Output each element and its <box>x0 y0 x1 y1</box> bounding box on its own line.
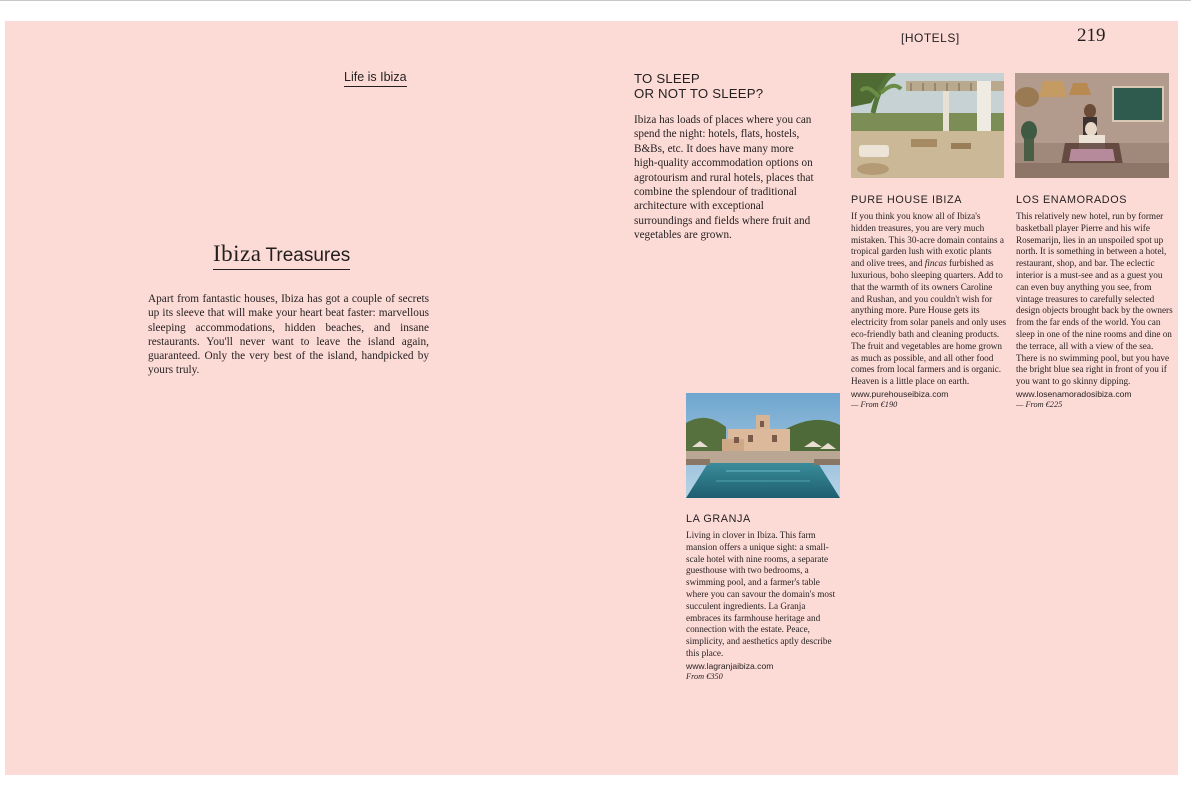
hotel-description: Living in clover in Ibiza. This farm mansion offers a unique sight: a small-scale hotel with nine rooms, a separate guesthouse with two bedrooms, a swimming pool, and a farmer's table where you can savour the domain's most succulent ingredients. La Granja embraces its farmhouse heritage and connection with the estate. Peace, simplicity, and aesthetics aptly describe this place. <box>686 530 836 658</box>
hotel-price: From €350 <box>686 671 723 681</box>
la-granja-photo <box>686 393 840 498</box>
hotel-website-link[interactable]: www.lagranjaibiza.com <box>686 660 774 671</box>
top-divider <box>0 0 1191 1</box>
section-heading-line2: OR NOT TO SLEEP? <box>634 86 764 101</box>
intro-paragraph: Apart from fantastic houses, Ibiza has got a couple of secrets up its sleeve that will make your heart beat faster: marvellous sleeping accommodations, hidden beaches, and insane restaurants. You'll never want to leave the island again, guaranteed. Only the very best of the island, handpicked by yours truly. <box>148 293 429 377</box>
hotel-description <box>851 211 1007 388</box>
hotel-pure-house <box>851 194 1007 409</box>
hotel-name: LOS ENAMORADOS <box>1016 194 1127 206</box>
hotel-description-part1: If you think you know all of Ibiza's hidden treasures, you are very much mistaken. This 30-acre domain contains a tropical garden lush with exotic plants and olive trees, and <box>851 211 1004 269</box>
feature-title-ibiza: Ibiza <box>213 241 262 266</box>
hotel-price: — From €190 <box>851 399 898 409</box>
hotel-description-part2: furbished as luxurious, boho sleeping quarters. Add to that the warmth of its owners Caroline and Rushan, and you couldn't wish for anything more. Pure House gets its electricity from solar panels and only uses eco-friendly bath and cleaning products. The fruit and vegetables are home grown as much as possible, and all other food comes from local farmers and is organic. Heaven is a little place on earth. <box>851 258 1007 387</box>
section-body: Ibiza has loads of places where you can spend the night: hotels, flats, hostels, B&Bs, etc. It does have many more high-quality accommodation options on agrotourism and rural hotels, places that combine the splendour of traditional architecture with exceptional surroundings and fields where fruit and vegetables are grown. <box>634 114 814 242</box>
running-title: Life is Ibiza <box>344 70 407 87</box>
los-enamorados-photo <box>1015 73 1169 178</box>
hotel-name: PURE HOUSE IBIZA <box>851 194 962 206</box>
section-heading <box>634 71 763 101</box>
section-heading-line1: TO SLEEP <box>634 71 700 86</box>
page-number: 219 <box>1077 25 1106 46</box>
hotel-la-granja <box>686 513 838 681</box>
feature-title <box>213 241 350 270</box>
section-tag: [HOTELS] <box>901 31 960 45</box>
hotel-los-enamorados <box>1016 194 1174 409</box>
hotel-website-link[interactable]: www.losenamoradosibiza.com <box>1016 388 1132 399</box>
magazine-spread <box>5 21 1178 775</box>
hotel-description: This relatively new hotel, run by former basketball player Pierre and his wife Rosemarijn, lies in an unspoiled spot up north. It is something in between a hotel, restaurant, shop, and bar. The eclectic interior is a must-see and as a guest you can even buy anything you see, from vintage treasures to carefully selected design objects brought back by the owners from the far ends of the world. You can sleep in one of the nine rooms and dine on the terrace, all with a view of the sea. There is no swimming pool, but you have the bright blue sea right in front of you if you want to go skinny dipping. <box>1016 211 1173 387</box>
hotel-price: — From €225 <box>1016 399 1063 409</box>
feature-title-treasures: Treasures <box>265 245 351 266</box>
hotel-website-link[interactable]: www.purehouseibiza.com <box>851 388 949 399</box>
hotel-description-italic: fincas <box>924 258 947 269</box>
hotel-name: LA GRANJA <box>686 513 751 525</box>
pure-house-photo <box>851 73 1004 178</box>
